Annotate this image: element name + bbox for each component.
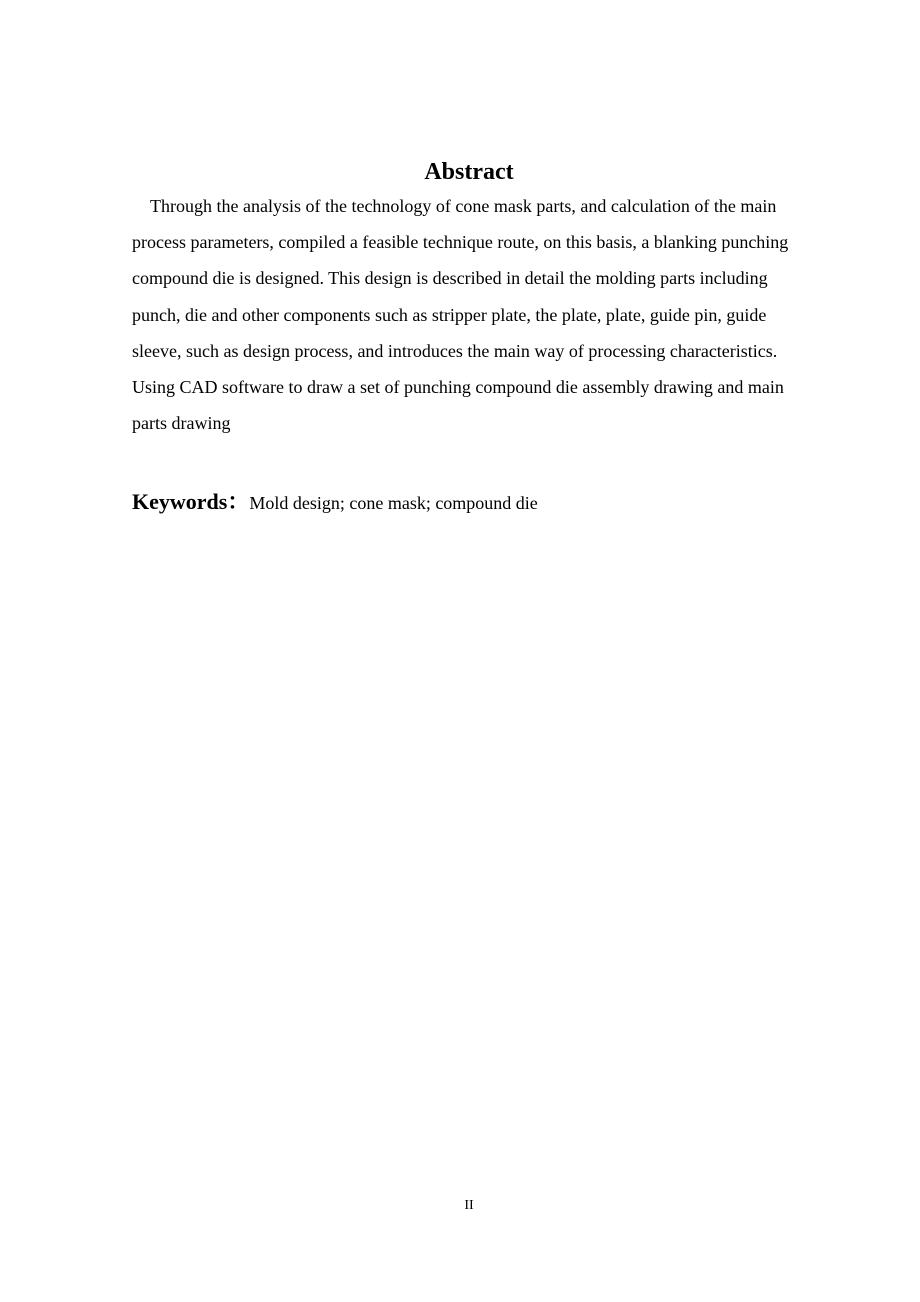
abstract-title: Abstract [424, 159, 514, 185]
keywords-value: Mold design; cone mask; compound die [249, 493, 538, 513]
abstract-body: Through the analysis of the technology of cone mask parts, and calculation of the main process parameters, compiled a feasible technique route, on this basis, a blanking punching compound die is designed. This design is described in detail the molding parts including punch, die and other components such as stripper plate, the plate, plate, guide pin, guide sleeve, such as design process, and introduces the main way of processing characteristics. Using CAD software to draw a set of punching compound die assembly drawing and main parts drawing [132, 196, 789, 434]
keywords-label: Keywords [132, 489, 228, 514]
keywords-line [132, 486, 812, 519]
keywords-separator: ： [227, 489, 250, 514]
page-number: II [464, 1198, 474, 1213]
